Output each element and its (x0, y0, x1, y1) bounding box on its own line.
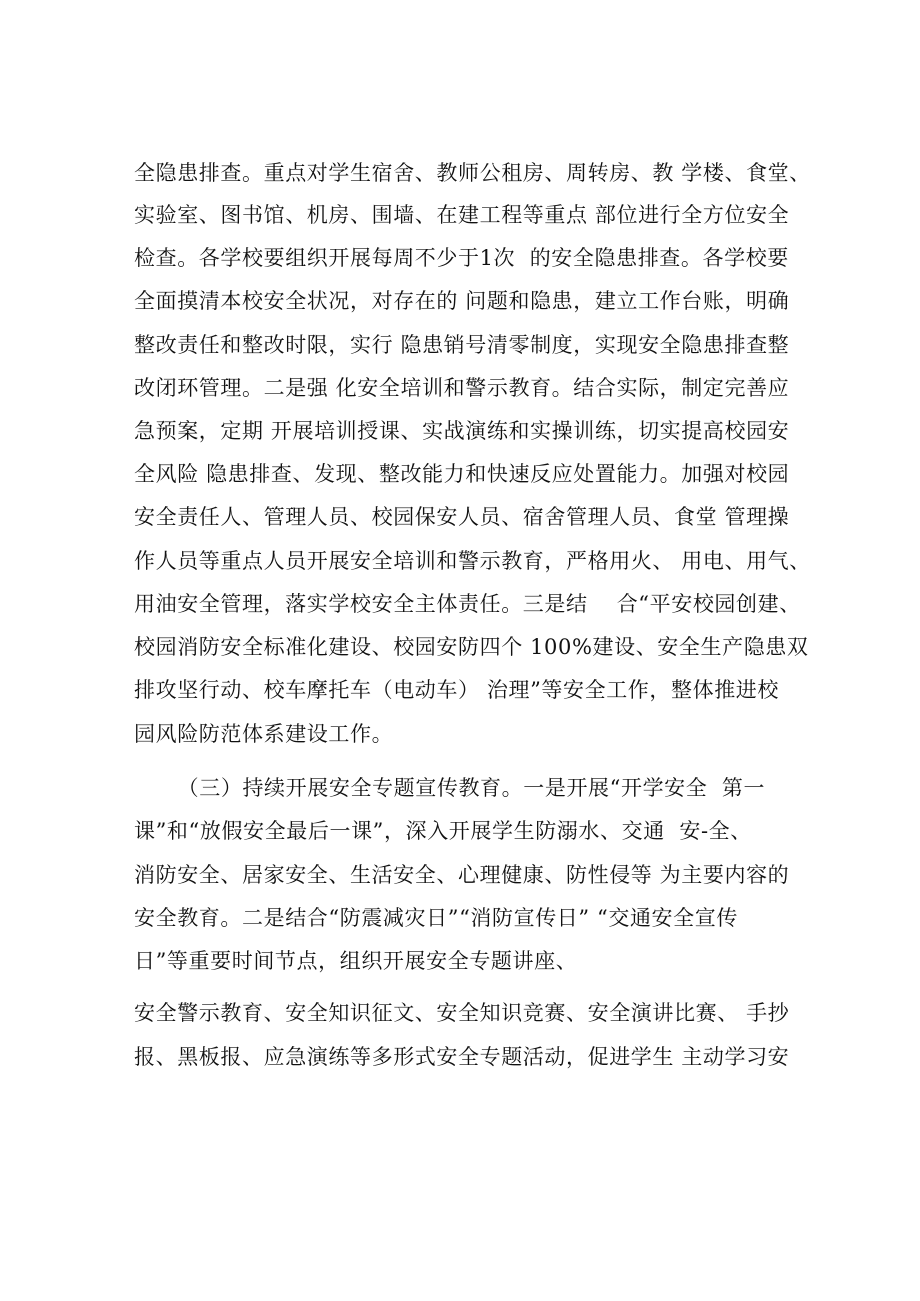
text-line: 实验室、图书馆、机房、围墙、在建工程等重点 部位进行全方位安全 (134, 203, 790, 227)
text-line: 急预案，定期 开展培训授课、实战演练和实操训练，切实提高校园安 (134, 419, 790, 443)
text-line: 全面摸清本校安全状况，对存在的 问题和隐患，建立工作台账，明确 (134, 289, 790, 313)
text-line: 全隐患排查。重点对学生宿舍、教师公租房、周转房、教 学楼、食堂、 (134, 161, 811, 185)
text-line: 改闭环管理。二是强 化安全培训和警示教育。结合实际，制定完善应 (134, 376, 790, 400)
text-line: 消防安全、居家安全、生活安全、心理健康、防性侵等 为主要内容的 (134, 863, 790, 887)
text-line: 排攻坚行动、校车摩托车（电动车） 治理”等安全工作，整体推进校 (134, 678, 780, 702)
text-line: （三）持续开展安全专题宣传教育。一是开展“开学安全 第一 (134, 776, 766, 800)
text-line: 日”等重要时间节点，组织开展安全专题讲座、 (134, 949, 578, 973)
text-line: 校园消防安全标准化建设、校园安防四个 100%建设、安全生产隐患双 (134, 635, 809, 659)
text-line: 课”和“放假安全最后一课”，深入开展学生防溺水、交通 安-全、 (134, 819, 752, 843)
text-line: 安全警示教育、安全知识征文、安全知识竞赛、安全演讲比赛、 手抄 (134, 1001, 790, 1025)
text-line: 检查。各学校要组织开展每周不少于1次 的安全隐患排查。各学校要 (134, 246, 789, 270)
text-line: 整改责任和整改时限，实行 隐患销号清零制度，实现安全隐患排查整 (134, 333, 790, 357)
text-line: 全风险 隐患排查、发现、整改能力和快速反应处置能力。加强对校园 (134, 462, 790, 486)
text-line: 报、黑板报、应急演练等多形式安全专题活动，促进学生 主动学习安 (134, 1045, 790, 1069)
text-line: 安全责任人、管理人员、校园保安人员、宿舍管理人员、食堂 管理操 (134, 505, 790, 529)
text-line: 作人员等重点人员开展安全培训和警示教育，严格用火、 用电、用气、 (134, 549, 811, 573)
text-line: 安全教育。二是结合“防震减灾日”“消防宣传日” “交通安全宣传 (134, 906, 738, 930)
text-line: 用油安全管理，落实学校安全主体责任。三是结 合“平安校园创建、 (134, 592, 801, 616)
text-line: 园风险防范体系建设工作。 (134, 722, 394, 746)
